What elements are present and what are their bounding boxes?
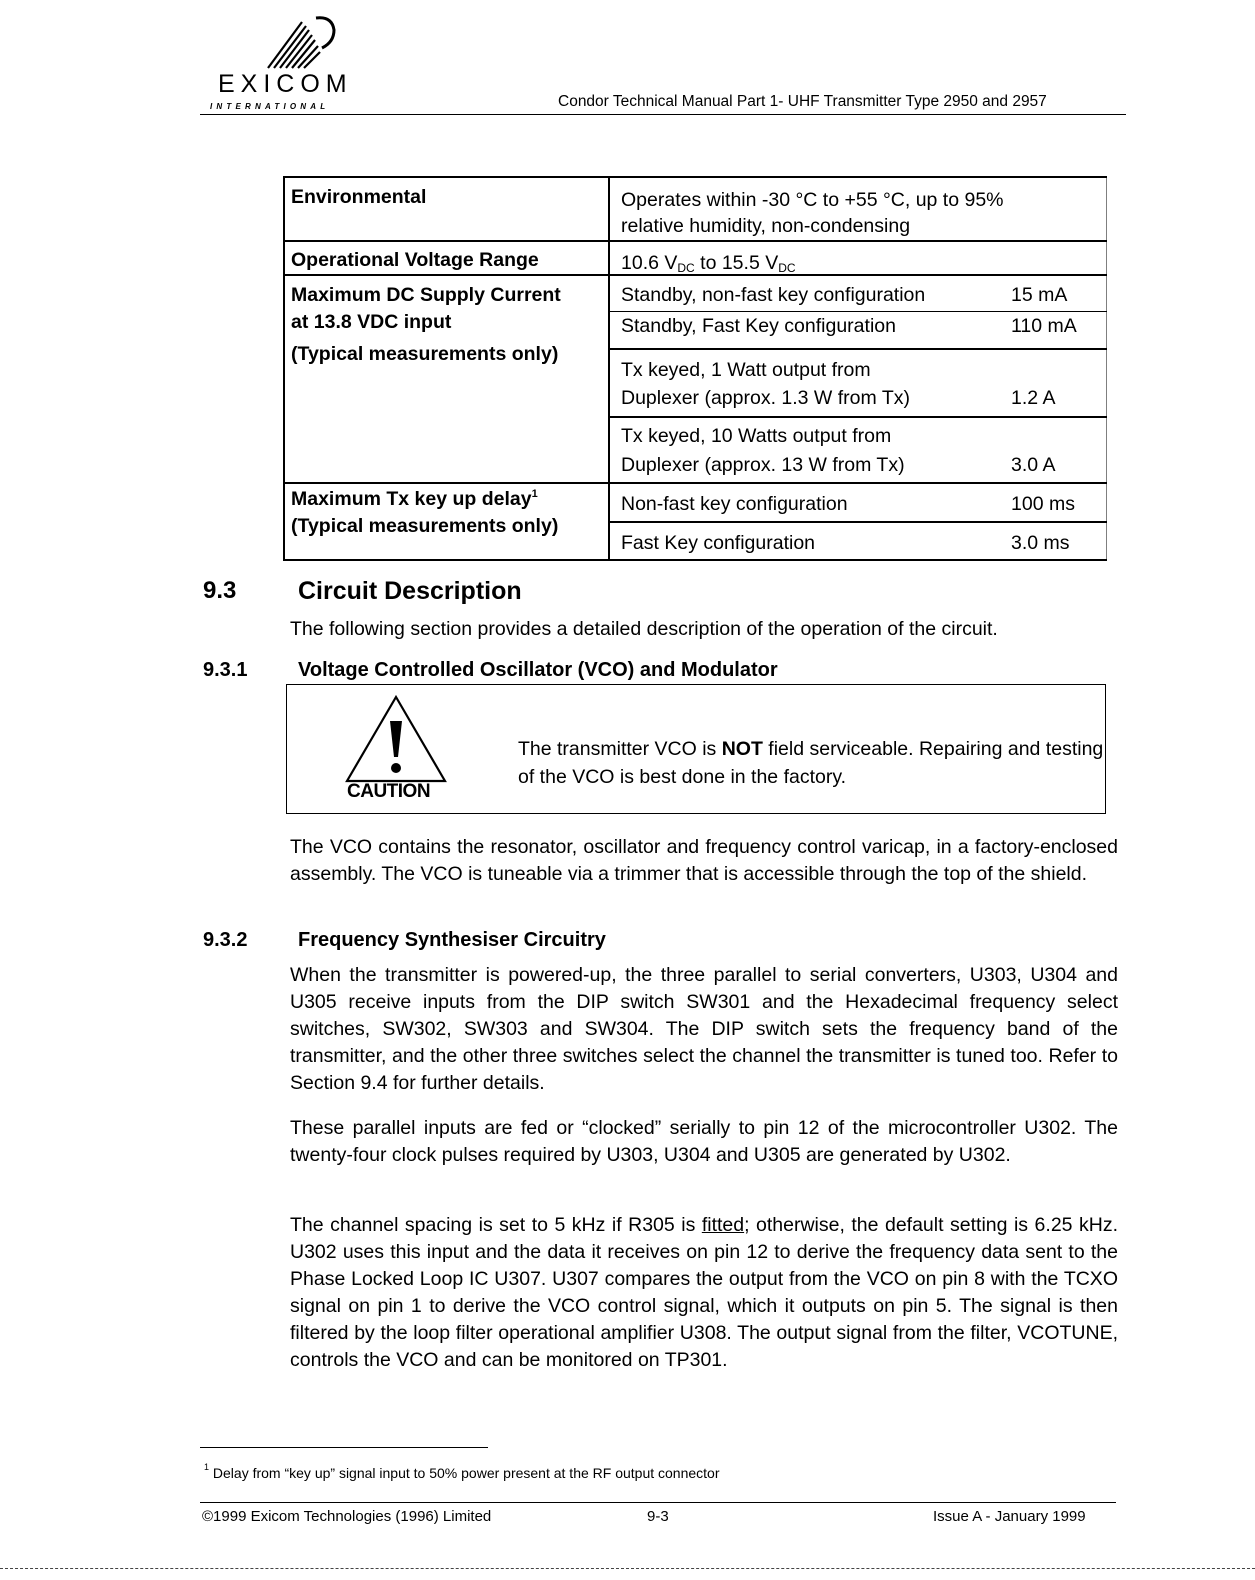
spec-table — [283, 176, 1107, 560]
warning-triangle-icon — [343, 693, 449, 785]
current-row-value: 3.0 A — [1011, 454, 1056, 476]
header-rule — [200, 114, 1126, 115]
current-row-desc: Standby, non-fast key configuration — [621, 284, 926, 306]
current-row-desc-2: Duplexer (approx. 13 W from Tx) — [621, 454, 905, 476]
footnote-rule — [200, 1447, 488, 1448]
section-title: Circuit Description — [298, 577, 522, 605]
copyright: ©1999 Exicom Technologies (1996) Limited — [202, 1508, 492, 1525]
current-label-line2: at 13.8 VDC input — [291, 311, 452, 333]
current-row-value: 1.2 A — [1011, 387, 1056, 409]
current-row-value: 110 mA — [1011, 315, 1077, 337]
footnote: $^1$ Delay from “key up” signal input to 50% power present at the RF output connector — [204, 1462, 720, 1481]
current-row-desc-2: Duplexer (approx. 1.3 W from Tx) — [621, 387, 910, 409]
subsection-number: 9.3.1 — [203, 659, 248, 681]
company-logo — [196, 8, 396, 113]
current-label-line3: (Typical measurements only) — [291, 343, 559, 365]
env-value-line2: relative humidity, non-condensing — [621, 215, 911, 237]
logo-emblem-icon — [246, 8, 346, 72]
delay-label-line2: (Typical measurements only) — [291, 515, 559, 537]
section-intro: The following section provides a detailed description of the operation of the circuit. — [290, 618, 998, 640]
caution-label: CAUTION — [347, 781, 431, 802]
manual-title: Condor Technical Manual Part 1- UHF Transmitter Type 2950 and 2957 — [558, 93, 1047, 110]
subsection-title: Frequency Synthesiser Circuitry — [298, 929, 606, 951]
voltage-label: Operational Voltage Range — [291, 249, 539, 271]
delay-row-value: 100 ms — [1011, 493, 1075, 515]
synth-paragraph-1: When the transmitter is powered-up, the three parallel to serial converters, U303, U304 and U305 receive inputs from the DIP switch SW301 and the Hexadecimal frequency select switches, SW302, SW303 and SW304. The DIP switch sets the frequency band of the transmitter, and the other three switches select the channel the transmitter is tuned too. Refer to Section 9.4 for further details. — [290, 964, 1118, 1094]
voltage-value: 10.6 $V_{DC}$ to 15.5 $V_{DC}$ — [621, 252, 796, 275]
page-edge-rule — [0, 1568, 1255, 1569]
logo-subtext: INTERNATIONAL — [210, 102, 330, 111]
current-row-desc: Tx keyed, 10 Watts output from — [621, 425, 892, 447]
env-value-line1: Operates within -30 °C to +55 °C, up to 95% — [621, 189, 1004, 211]
current-row-value: 15 mA — [1011, 284, 1068, 306]
caution-text: The transmitter VCO is NOT field serviceable. Repairing and testing of the VCO is best done in the factory. — [518, 738, 1104, 788]
section-number: 9.3 — [203, 577, 237, 604]
delay-row-desc: Non-fast key configuration — [621, 493, 848, 515]
current-row-desc: Standby, Fast Key configuration — [621, 315, 896, 337]
footer-rule — [200, 1502, 1116, 1503]
env-label: Environmental — [291, 186, 427, 208]
delay-row-value: 3.0 ms — [1011, 532, 1070, 554]
subsection-number: 9.3.2 — [203, 929, 248, 951]
current-row-desc: Tx keyed, 1 Watt output from — [621, 359, 871, 381]
subsection-title: Voltage Controlled Oscillator (VCO) and Modulator — [298, 659, 778, 681]
delay-row-desc: Fast Key configuration — [621, 532, 816, 554]
synth-paragraph-3: The channel spacing is set to 5 kHz if R305 is fitted; otherwise, the default setting is 6.25 kHz. U302 uses this input and the data it receives on pin 12 to derive the frequency data sent to the Phase Locked Loop IC U307. U307 compares the output from the VCO on pin 8 with the TCXO signal on pin 1 to derive the VCO control signal, which it outputs on pin 5. The signal is then filtered by the loop filter operational amplifier U308. The output signal from the filter, VCOTUNE, controls the VCO and can be monitored on TP301. — [290, 1214, 1118, 1371]
page-number: 9-3 — [647, 1508, 669, 1525]
current-label-line1: Maximum DC Supply Current — [291, 284, 561, 306]
vco-paragraph: The VCO contains the resonator, oscillator and frequency control varicap, in a factory-enclosed assembly. The VCO is tuneable via a trimmer that is accessible through the top of the shield. — [290, 836, 1118, 885]
synth-paragraph-2: These parallel inputs are fed or “clocked” serially to pin 12 of the microcontroller U302. The twenty-four clock pulses required by U303, U304 and U305 are generated by U302. — [290, 1117, 1118, 1166]
delay-label-line1: Maximum Tx key up delay$^1$ — [291, 488, 538, 510]
caution-box — [286, 684, 1106, 814]
logo-wordmark: EXICOM — [218, 70, 353, 98]
issue-date: Issue A - January 1999 — [933, 1508, 1086, 1525]
